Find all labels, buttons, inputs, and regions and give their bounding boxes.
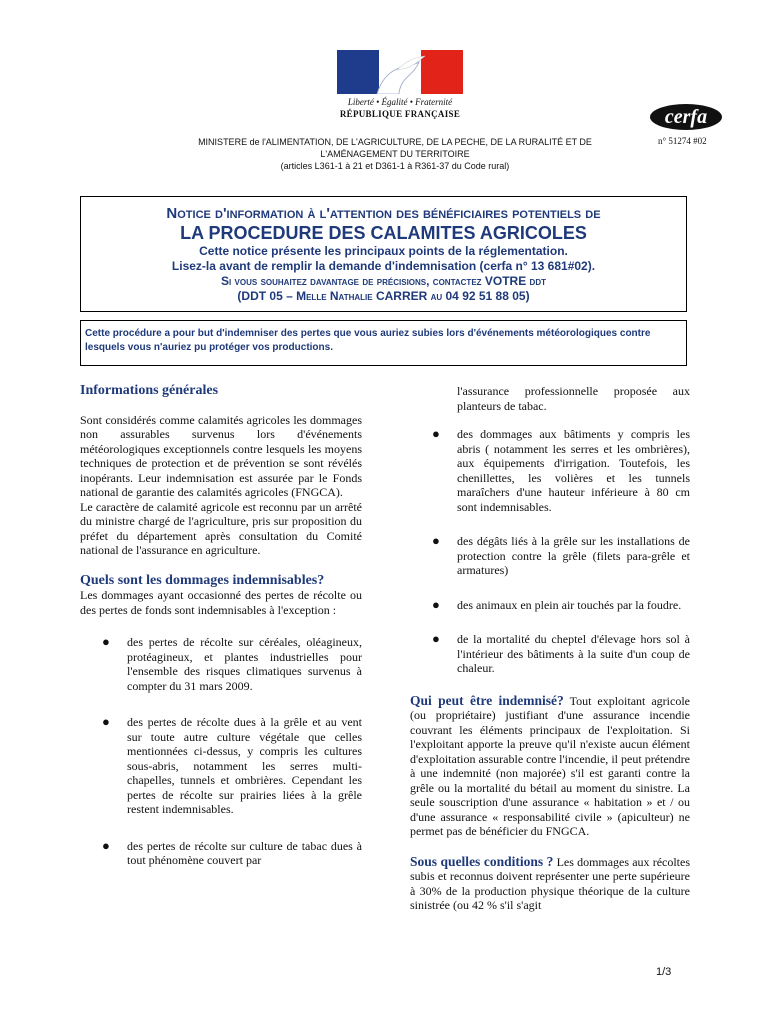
bullet-icon: ● [102, 634, 110, 649]
procedure-title: LA PROCEDURE DES CALAMITES AGRICOLES [180, 223, 587, 243]
conditions-paragraph: Les dommages aux récoltes subis et reconnus doivent représenter une perte supérieure à 30% de la production physique théorique de la culture sinistrée (ou 42 % s'il s'agit [410, 854, 691, 912]
ministry-line-3: (articles L361-1 à 21 et D361-1 à R361-37 du Code rural) [280, 161, 510, 171]
tabacco-continuation: l'assurance professionnelle proposée aux planteurs de tabac. [457, 384, 690, 413]
ministry-line-1: MINISTERE de l'ALIMENTATION, DE L'AGRICULTURE, DE LA PECHE, DE LA RURALITÉ ET DE [198, 137, 592, 147]
list-item: ● des dommages aux bâtiments y compris les abris ( notamment les serres et les ombrières), aux équipements d'irrigation. Toutefois, les chenillettes, les volières et les tunnels maraîchers d'une hauteur inférieure à 80 cm sont indemnisables. [432, 426, 690, 514]
bullet-icon: ● [432, 426, 440, 441]
cerfa-logo: cerfa [650, 104, 722, 130]
notice-read-before-line: Lisez-la avant de remplir la demande d'indemnisation (cerfa n° 13 681#02). [171, 259, 596, 273]
left-column [80, 384, 362, 868]
list-item: ● des animaux en plein air touchés par la foudre. [432, 596, 682, 612]
bullet-icon: ● [102, 837, 110, 853]
exceptions-list [80, 635, 362, 868]
notice-contact-details: (DDT 05 – Melle Nathalie CARRER au 04 92 51 88 05) [237, 289, 530, 303]
notice-intro-line: Cette notice présente les principaux points de la réglementation. [199, 244, 568, 258]
right-column [410, 384, 690, 913]
damages-paragraph: Les dommages ayant occasionné des pertes de récolte ou des pertes de fonds sont indemnisables à l'exception : [80, 588, 362, 617]
bullet-icon: ● [432, 533, 440, 548]
exceptions-list-continued [410, 427, 690, 676]
list-item: ● des pertes de récolte sur céréales, oléagineux, protéagineux, et plantes industrielles pour l'ensemble des risques climatiques survenus à compter du 31 mars 2009. [102, 634, 362, 693]
list-item: ● des dégâts liés à la grêle sur les installations de protection contre la grêle (filets para-grêle et armatures) [432, 533, 690, 577]
heading-conditions: Sous quelles conditions ? [410, 853, 554, 869]
marianne-flag-icon [337, 50, 463, 94]
notice-title: Notice d'information à l'attention des bénéficiaires potentiels de [166, 205, 601, 222]
notice-box [80, 196, 687, 312]
who-section [410, 694, 690, 839]
list-item: ● des pertes de récolte sur culture de tabac dues à tout phénomène couvert par [102, 837, 362, 867]
cerfa-number: n° 51274 #02 [658, 136, 707, 146]
general-info-paragraph-2: Le caractère de calamité agricole est reconnu par un arrêté du ministre chargé de l'agriculture, pris sur proposition du préfet du département après consultation du Comité national de l'assurance en agriculture. [80, 499, 362, 557]
list-item: ● des pertes de récolte dues à la grêle et au vent sur toute autre culture végétale que celles mentionnées ci-dessus, y compris les cultures sous-abris, notamment les serres multi-chapelles, tunnels et ombrières. Cependant les pertes de récolte sur prairies liées à la grêle restent indemnisables. [102, 714, 362, 816]
republic-name: RÉPUBLIQUE FRANÇAISE [339, 109, 461, 119]
notice-contact-line: Si vous souhaitez davantage de précisions, contactez VOTRE ddt [221, 274, 546, 288]
motto: Liberté • Égalité • Fraternité [347, 97, 453, 107]
heading-general-info: Informations générales [80, 383, 219, 398]
who-paragraph: Tout exploitant agricole (ou propriétaire) justifiant d'une assurance incendie couvrant les éléments principaux de l'exploitation. Si l'exploitant apporte la preuve qu'il n'existe aucun élément d'exploitation assurable contre l'incendie, il peut prétendre à une indemnité (non majorée) s'il est garanti contre la grêle ou la mortalité du bétail au moment du sinistre. La seule souscription d'une assurance « habitation » et / ou d'une assurance « responsabilité civile » (apiculteur) ne permet pas de bénéficier du FNGCA. [410, 693, 690, 838]
list-item: ● de la mortalité du cheptel d'élevage hors sol à l'intérieur des bâtiments à la suite d'un coup de chaleur. [432, 631, 690, 675]
ministry-line-2: L'AMÉNAGEMENT DU TERRITOIRE [320, 149, 470, 159]
page-number: 1/3 [656, 966, 672, 978]
heading-damages: Quels sont les dommages indemnisables? [80, 572, 325, 588]
conditions-section [410, 855, 690, 913]
general-info-paragraph-1: Sont considérés comme calamités agricoles les dommages non assurables survenus lors d'événements météorologiques exceptionnels contre lesquels les moyens techniques de protection et de prévention se sont révélés inopérants. Leur indemnisation est assurée par le Fonds national de garantie des calamités agricoles (FNGCA). [80, 412, 362, 499]
republique-francaise-logo [330, 50, 470, 119]
purpose-text: Cette procédure a pour but d'indemniser des pertes que vous auriez subies lors d'événements météorologiques contre lesquels vous n'auriez pu protéger vos productions. [85, 328, 651, 353]
bullet-icon: ● [432, 596, 440, 612]
bullet-icon: ● [432, 631, 440, 646]
heading-who: Qui peut être indemnisé? [410, 692, 564, 708]
ministry-header [150, 136, 640, 172]
purpose-box [80, 320, 687, 366]
bullet-icon: ● [102, 714, 110, 729]
